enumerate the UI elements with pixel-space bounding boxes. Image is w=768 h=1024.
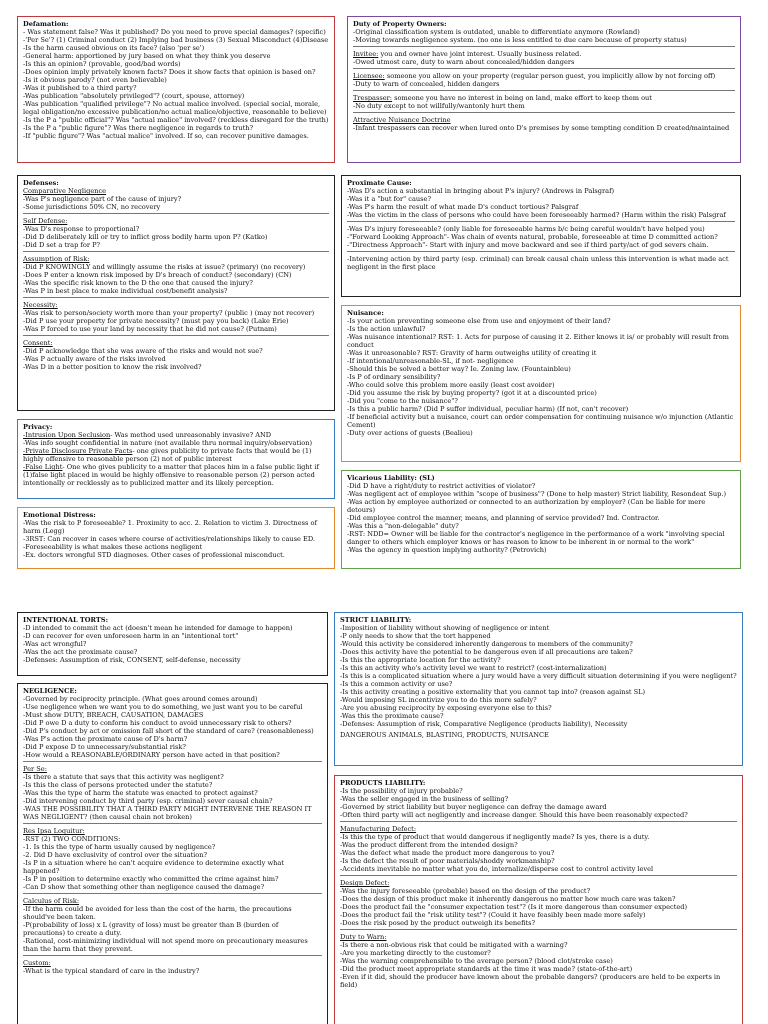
list-item: -Is the P a "public figure"? Was there negligence in regards to truth? xyxy=(23,124,253,132)
subheading: Manufacturing Defect: xyxy=(340,825,417,833)
list-item: -Does opinion imply privately known facts? Does it show facts that opinion is based on? xyxy=(23,68,316,76)
list-item: -Was P actually aware of the risks involved xyxy=(23,355,166,363)
defamation-box xyxy=(17,16,335,163)
list-item: -D can recover for even unforeseen harm in an "intentional tort" xyxy=(23,632,239,640)
divider xyxy=(23,823,322,824)
divider xyxy=(347,221,735,222)
list-item: -Was the seller engaged in the business of selling? xyxy=(340,795,509,803)
list-item: -Does the product fail the "risk utility test"? (Could it have feasibly been made more safely) xyxy=(340,911,646,919)
subheading: Invitee: xyxy=(353,50,379,58)
list-item: -If intentional/unreasonable-SL, if not- negligence xyxy=(347,357,514,365)
list-item: -Is P of ordinary sensibility? xyxy=(347,373,441,381)
list-item: -Was the warning comprehensible to the average person? (blood clot/stroke case) xyxy=(340,957,613,965)
privacy-box xyxy=(17,419,335,499)
list-item: -Was nuisance intentional? RST: 1. Acts for purpose of causing it 2. Either knows it is/ or probably will result from conduct xyxy=(347,333,729,349)
list-item: -Should this be solved a better way? Ie. Zoning law. (Fountainbleu) xyxy=(347,365,571,373)
list-item xyxy=(23,463,329,487)
list-item: -Would imposing SL incentivize you to do this more safely? xyxy=(340,696,537,704)
subheading: Attractive Nuisance Doctrine xyxy=(353,116,451,124)
list-item: -Are you marketing directly to the customer? xyxy=(340,949,491,957)
divider xyxy=(347,251,735,252)
list-item: -Was D's response to proportional? xyxy=(23,225,140,233)
defenses-box xyxy=(17,175,335,411)
list-item xyxy=(353,72,735,80)
divider xyxy=(23,251,329,252)
list-item: -Does the product fail the "consumer expectation test"? (Is it more dangerous than consumer expected) xyxy=(340,903,688,911)
list-item: -Infant trespassers can recover when lured onto D's premises by some tempting condition D created/maintained xyxy=(353,124,730,132)
list-item: -RST (2) TWO CONDITIONS: xyxy=(23,835,121,843)
list-item: -Rational, cost-minimizing individual will not spend more on precautionary measures than the harm that they prevent. xyxy=(23,937,308,953)
list-item: -3RST: Can recover in cases where course of activities/relationships likely to cause ED. xyxy=(23,535,315,543)
list-item: -Was it unreasonable? RST: Gravity of harm outweighs utility of creating it xyxy=(347,349,597,357)
list-item: -D intended to commit the act (doesn't mean he intended for damage to happen) xyxy=(23,624,293,632)
subheading: Res Ipsa Loquitur: xyxy=(23,827,85,835)
subheading: Custom: xyxy=(23,959,51,967)
divider xyxy=(23,335,329,336)
list-item: -Even if it did, should the producer have known about the probable dangers? (producers are held to be experts in field) xyxy=(340,973,721,989)
list-item: -Was action by employee authorized or connected to an authorization by employer? (Can be liable for mere detours) xyxy=(347,498,706,514)
subheading: -False Light xyxy=(23,463,63,471)
list-item: -Is this the class of persons protected under the statute? xyxy=(23,781,213,789)
list-item: -Does P enter a known risk imposed by D's breach of conduct? (secondary) (CN) xyxy=(23,271,292,279)
list-item: -Was the act the proximate cause? xyxy=(23,648,138,656)
list-item: -Was P's harm the result of what made D's conduct tortious? Palsgraf xyxy=(347,203,579,211)
list-item: -Was it a "but for" cause? xyxy=(347,195,431,203)
subheading: Duty to Warn: xyxy=(340,933,387,941)
subheading: Consent: xyxy=(23,339,53,347)
list-item: -Was this the proximate cause? xyxy=(340,712,444,720)
divider xyxy=(23,297,329,298)
list-item: -Does the design of this product make it inherently dangerous no matter how much care was taken? xyxy=(340,895,676,903)
list-item: -"Forward Looking Approach"- Was chain of events natural, probable, foreseeable at time D committed action? xyxy=(347,233,718,241)
list-item: -Is the P a "public official"? Was "actual malice" involved? (reckless disregard for the truth) xyxy=(23,116,329,124)
list-item: -Was this the type of harm the statute was enacted to protect against? xyxy=(23,789,258,797)
list-item: -Was the specific risk known to the D the one that caused the injury? xyxy=(23,279,253,287)
list-item: -Some jurisdictions 50% CN, no recovery xyxy=(23,203,161,211)
list-item: -Was publication "qualified privilege"? No actual malice involved. (special social, morale, legal obligation/no excessive publication/no actual malice/objective, reasonable to believe) xyxy=(23,100,327,116)
divider xyxy=(23,893,322,894)
section-title: Proximate Cause: xyxy=(347,179,412,187)
section-title: Defamation: xyxy=(23,20,69,28)
list-item: -Did P KNOWINGLY and willingly assume the risks at issue? (primary) (no recovery) xyxy=(23,263,306,271)
list-item: -Was risk to person/society worth more than your property? (public ) (may not recover) xyxy=(23,309,315,317)
list-item: -Is this is a complicated situation where a jury would have a very difficult situation determining if you were negligent? xyxy=(340,672,737,680)
list-item: -Is this the type of product that would dangerous if negligently made? Is yes, there is a duty. xyxy=(340,833,650,841)
section-title: Defenses: xyxy=(23,179,59,187)
list-item: -Was D's injury foreseeable? (only liable for foreseeable harms b/c being careful wouldn't have helped you) xyxy=(347,225,705,233)
list-item: -Did P acknowledge that she was aware of the risks and would not sue? xyxy=(23,347,263,355)
list-item: -Often third party will act negligently and increase danger. Should this have been reasonably expected? xyxy=(340,811,688,819)
divider xyxy=(340,929,737,930)
list-item: -RST: NDD= Owner will be liable for the contractor's negligence in the performance of a work "involving special danger to others which employer knows or has reason to know to be inherent in or normal to the work" xyxy=(347,530,725,546)
list-item: -2. Did D have exclusivity of control over the situation? xyxy=(23,851,208,859)
section-title: PRODUCTS LIABILITY: xyxy=(340,779,426,787)
divider xyxy=(353,68,735,69)
section-title: INTENTIONAL TORTS: xyxy=(23,616,108,624)
list-item: -Is this a common activity or use? xyxy=(340,680,453,688)
list-item: -Did P owe D a duty to conform his conduct to avoid unnecessary risk to others? xyxy=(23,719,292,727)
list-item: -Is there a non-obvious risk that could be mitigated with a warning? xyxy=(340,941,568,949)
list-item: -If beneficial activity but a nuisance, court can order compensation for continuing nuisance w/o injunction (Atlantic Cement) xyxy=(347,413,734,429)
definition: someone you have no interest in being on land, make effort to keep them out xyxy=(392,94,652,102)
list-item: -Was P's action the proximate cause of D's harm? xyxy=(23,735,188,743)
list-item: -Is the defect the result of poor materials/shoddy workmanship? xyxy=(340,857,555,865)
list-item: -Foreseeability is what makes these actions negligent xyxy=(23,543,203,551)
subheading: Licensee: xyxy=(353,72,385,80)
subheading: Calculus of Risk: xyxy=(23,897,80,905)
list-item: -No duty except to not willfully/wantonly hurt them xyxy=(353,102,525,110)
list-item: -Did P expose D to unnecessary/substantial risk? xyxy=(23,743,186,751)
divider xyxy=(353,46,735,47)
list-item: -Can D show that something other than negligence caused the damage? xyxy=(23,883,265,891)
list-item: -Is P in a situation where he can't acquire evidence to determine exactly what happened? xyxy=(23,859,284,875)
list-item: - Was statement false? Was it published? Do you need to prove special damages? (specific) xyxy=(23,28,326,36)
list-item: -General harm: apportioned by jury based on what they think you deserve xyxy=(23,52,271,60)
list-item: -Is this a public harm? (Did P suffer individual, peculiar harm) (If not, can't recover) xyxy=(347,405,629,413)
list-item: -Was it published to a third party? xyxy=(23,84,137,92)
list-item: -Governed by strict liability but buyer negligence can defray the damage award xyxy=(340,803,607,811)
section-title: Duty of Property Owners: xyxy=(353,20,447,28)
list-item: -Is this an activity who's activity level we want to restrict? (cost-internalization) xyxy=(340,664,607,672)
list-item: -Ex. doctors wrongful STD diagnoses. Other cases of professional misconduct. xyxy=(23,551,285,559)
vicarious-liability-box xyxy=(341,470,741,569)
products-liability-box xyxy=(334,775,743,1024)
list-item: -Did the product meet appropriate standards at the time it was made? (state-of-the-art) xyxy=(340,965,633,973)
strict-liability-box xyxy=(334,612,743,766)
list-item xyxy=(353,94,735,102)
list-item: -If "public figure"? Was "actual malice" involved. If so, can recover punitive damages. xyxy=(23,132,309,140)
negligence-box xyxy=(17,683,328,1024)
list-item: -Duty over actions of guests (Bealieu) xyxy=(347,429,473,437)
list-item: -Defenses: Assumption of risk, Comparative Negligence (products liability), Necessity xyxy=(340,720,628,728)
list-item: -Is it obvious parody? (not even believable) xyxy=(23,76,167,84)
duty-property-box xyxy=(347,16,741,163)
divider xyxy=(353,112,735,113)
list-item: -Was info sought confidential in nature (not available thru normal inquiry/observation) xyxy=(23,439,313,447)
divider xyxy=(353,90,735,91)
list-item: -Does this activity have the potential to be dangerous even if all precautions are taken? xyxy=(340,648,633,656)
list-item xyxy=(353,50,735,58)
intentional-torts-box xyxy=(17,612,328,676)
subheading: Per Se: xyxy=(23,765,47,773)
list-item xyxy=(23,431,329,439)
divider xyxy=(23,761,322,762)
list-item: -Did P use your property for private necessity? (must pay you back) (Lake Erie) xyxy=(23,317,289,325)
list-item: -'Per Se'? (1) Criminal conduct (2) Implying bad business (3) Sexual Misconduct (4)Disease xyxy=(23,36,329,44)
list-item: -Owed utmost care, duty to warn about concealed/hidden dangers xyxy=(353,58,575,66)
list-item: -Did D have a right/duty to restrict activities of violator? xyxy=(347,482,536,490)
list-item: -What is the typical standard of care in the industry? xyxy=(23,967,200,975)
list-item: -How would a REASONABLE/ORDINARY person have acted in that position? xyxy=(23,751,280,759)
section-title: Privacy: xyxy=(23,423,53,431)
list-item: -Moving towards negligence system. (no one is less entitled to due care because of property status) xyxy=(353,36,687,44)
list-item: -Was negligent act of employee within "scope of business"? (Done to help master) Strict liability, Resondeat Sup.) xyxy=(347,490,727,498)
list-item: -Did you "come to the nuisance"? xyxy=(347,397,458,405)
list-item: -P only needs to show that the tort happened xyxy=(340,632,491,640)
list-item: -Was this a "non-delegable" duty? xyxy=(347,522,459,530)
list-item: -Is the harm caused obvious on its face? (also 'per se') xyxy=(23,44,205,52)
list-item: -Was the risk to P foreseeable? 1. Proximity to acc. 2. Relation to victim 3. Directness of harm (Legg) xyxy=(23,519,317,535)
list-item: -Was the agency in question implying authority? (Petrovich) xyxy=(347,546,547,554)
list-item: -Was P forced to use your land by necessity that he did not cause? (Putnam) xyxy=(23,325,277,333)
list-item: -Is P in position to determine exactly who committed the crime against him? xyxy=(23,875,279,883)
list-item xyxy=(23,447,329,463)
section-title: STRICT LIABILITY: xyxy=(340,616,412,624)
list-item: -Imposition of liability without showing of negligence or intent xyxy=(340,624,550,632)
list-item: -Did D set a trap for P? xyxy=(23,241,101,249)
list-item: -Was the defect what made the product more dangerous to you? xyxy=(340,849,555,857)
subheading: Comparative Negligence xyxy=(23,187,107,195)
list-item: -P(probability of loss) x L (gravity of loss) must be greater than B (burden of precautions) to create a duty. xyxy=(23,921,279,937)
list-item: -Was the victim in the class of persons who could have been foreseeably harmed? (Harm within the risk) Palsgraf xyxy=(347,211,726,219)
list-item: -Must show DUTY, BREACH, CAUSATION, DAMAGES xyxy=(23,711,204,719)
list-item: -Is the action unlawful? xyxy=(347,325,426,333)
definition: someone you allow on your property (regular person guest, you implicitly allow by not forcing off) xyxy=(384,72,716,80)
list-item: -Duty to warn of concealed, hidden dangers xyxy=(353,80,500,88)
subheading: Trespasser: xyxy=(353,94,393,102)
proximate-cause-box xyxy=(341,175,741,297)
subheading: -Private Disclosure Private Facts xyxy=(23,447,133,455)
list-item: -Accidents inevitable no matter what you do, internalize/disperse cost to control activity level xyxy=(340,865,654,873)
section-title: NEGLIGENCE: xyxy=(23,687,77,695)
list-item: -Use negligence when we want you to do something, we just want you to be careful xyxy=(23,703,303,711)
list-item: -Defenses: Assumption of risk, CONSENT, self-defense, necessity xyxy=(23,656,241,664)
list-item: -Was P in best place to make individual cost/benefit analysis? xyxy=(23,287,228,295)
list-item: -Is this the appropriate location for the activity? xyxy=(340,656,501,664)
list-item: -Did intervening conduct by third party (esp. criminal) sever causal chain? xyxy=(23,797,273,805)
divider xyxy=(23,213,329,214)
subheading: Design Defect: xyxy=(340,879,390,887)
section-title: Vicarious Liability: (SL) xyxy=(347,474,435,482)
subheading: Self Defense: xyxy=(23,217,68,225)
definition: - Was method used unreasonably invasive? AND xyxy=(110,431,272,439)
list-item: -"Directness Approach"- Start with injury and move backward and see if third party/act of god severs chain. xyxy=(347,241,709,249)
divider xyxy=(340,875,737,876)
list-item: -Did D deliberately kill or try to inflict gross bodily harm upon P? (Katko) xyxy=(23,233,268,241)
subheading: Assumption of Risk: xyxy=(23,255,90,263)
list-item: -Is there a statute that says that this activity was negligent? xyxy=(23,773,224,781)
definition: you and owner have joint interest. Usually business related. xyxy=(378,50,582,58)
list-item: -Did you assume the risk by buying property? (got it at a discounted price) xyxy=(347,389,597,397)
list-item: -Is your action preventing someone else from use and enjoyment of their land? xyxy=(347,317,611,325)
list-item: -Was P's negligence part of the cause of injury? xyxy=(23,195,182,203)
section-title: Emotional Distress: xyxy=(23,511,96,519)
divider xyxy=(340,821,737,822)
nuisance-box xyxy=(341,305,741,462)
divider xyxy=(23,955,322,956)
summary-line: DANGEROUS ANIMALS, BLASTING, PRODUCTS, NUISANCE xyxy=(340,731,549,739)
list-item: -WAS THE POSSIBILITY THAT A THIRD PARTY MIGHT INTERVENE THE REASON IT WAS NEGLIGENT? (then causal chain not broken) xyxy=(23,805,312,821)
definition: - One who gives publicity to a matter that places him in a false public light if (1)false light placed in would be highly offensive to reasonable person (2) person acted intentionally or recklessly as to publicized matter and its likely perception. xyxy=(23,463,319,487)
list-item: -Intervening action by third party (esp. criminal) can break causal chain unless this intervention is what made act negligent in the first place xyxy=(347,255,729,271)
section-title: Nuisance: xyxy=(347,309,384,317)
list-item: -Would this activity be considered inherently dangerous to members of the community? xyxy=(340,640,633,648)
list-item: -Are you abusing reciprocity by exposing everyone else to this? xyxy=(340,704,552,712)
list-item: -Did employee control the manner, means, and planning of service provided? Ind. Contractor. xyxy=(347,514,660,522)
list-item: -Was the product different from the intended design? xyxy=(340,841,518,849)
list-item: -Did P's conduct by act or omission fall short of the standard of care? (reasonableness) xyxy=(23,727,314,735)
list-item: -Who could solve this problem more easily (least cost avoider) xyxy=(347,381,555,389)
subheading: Necessity: xyxy=(23,301,58,309)
list-item: -Original classification system is outdated, unable to differentiate anymore (Rowland) xyxy=(353,28,640,36)
list-item: -Is this an opinion? (provable, good/bad words) xyxy=(23,60,181,68)
list-item: -Was publication "absolutely privileged"? (court, spouse, attorney) xyxy=(23,92,245,100)
list-item: -Was D in a better position to know the risk involved? xyxy=(23,363,202,371)
definition: - one gives publicity to private facts that would be (1) highly offensive to reasonable person (2) not of public interest xyxy=(23,447,312,463)
list-item: -Was D's action a substantial in bringing about P's injury? (Andrews in Palsgraf) xyxy=(347,187,615,195)
subheading: -Intrusion Upon Seclusion xyxy=(23,431,111,439)
list-item: -Was act wrongful? xyxy=(23,640,87,648)
list-item: -If the harm could be avoided for less than the cost of the harm, the precautions should've been taken. xyxy=(23,905,292,921)
list-item: -Is this activity creating a positive externality that you cannot tap into? (reason against SL) xyxy=(340,688,646,696)
list-item: -Governed by reciprocity principle. (What goes around comes around) xyxy=(23,695,258,703)
list-item: -Is the possibility of injury probable? xyxy=(340,787,463,795)
list-item: -Was the injury foreseeable (probable) based on the design of the product? xyxy=(340,887,591,895)
list-item: -Does the risk posed by the product outweigh its benefits? xyxy=(340,919,536,927)
emotional-distress-box xyxy=(17,507,335,569)
list-item: -1. Is this the type of harm usually caused by negligence? xyxy=(23,843,216,851)
